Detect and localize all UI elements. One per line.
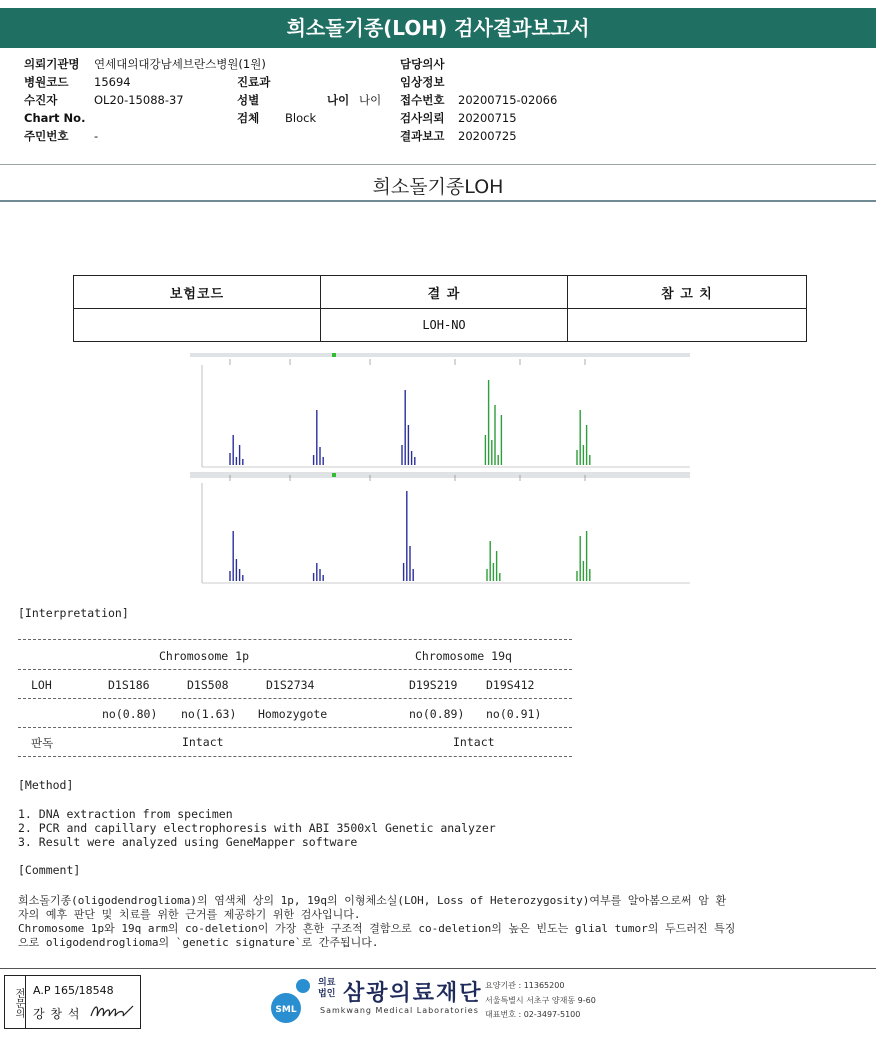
patient-info-left <box>24 55 266 145</box>
logo-text: 삼광의료재단 <box>343 981 483 1006</box>
institution-value: 연세대의대강남세브란스병원(1원) <box>94 57 266 71</box>
divider <box>18 639 572 640</box>
request-label: 검사의뢰 <box>400 111 445 125</box>
col-reference: 참 고 치 <box>568 276 807 309</box>
signature-mark <box>89 1000 135 1022</box>
table-row <box>74 309 807 342</box>
age-label: 나이 <box>327 93 350 107</box>
result-table <box>73 275 807 342</box>
hospital-code-label: 병원코드 <box>24 75 69 89</box>
logo-corp-label: 의료 법인 <box>318 978 336 999</box>
report-value: 20200725 <box>458 129 517 143</box>
report-title: 희소돌기종(LOH) 검사결과보고서 <box>286 16 590 40</box>
interpretation-heading: [Interpretation] <box>18 606 129 620</box>
comment-line: 으로 oligodendroglioma의 `genetic signature`로 간주됩니다. <box>18 936 379 949</box>
patient-info-right <box>400 55 557 145</box>
dept-label: 진료과 <box>237 75 271 89</box>
method-item: 2. PCR and capillary electrophoresis with ABI 3500xl Genetic analyzer <box>18 821 496 835</box>
chromosome-19q-label: Chromosome 19q <box>415 649 512 663</box>
receipt-value: 20200715-02066 <box>458 93 558 107</box>
age-value: 나이 <box>359 93 382 107</box>
specialist-stamp-label: 전문의 <box>5 976 26 1029</box>
clinical-label: 임상정보 <box>400 75 445 89</box>
sex-label: 성별 <box>237 93 260 107</box>
marker-d1s508: D1S508 <box>187 678 229 692</box>
table-header-row <box>74 276 807 309</box>
marker-d19s219: D19S219 <box>409 678 458 692</box>
chromosome-1p-label: Chromosome 1p <box>159 649 250 663</box>
chart-label: Chart No. <box>24 111 86 125</box>
address: 서울특별시 서초구 양재동 9-60 <box>485 996 596 1005</box>
institution-code: 요양기관 : 11365200 <box>485 981 565 990</box>
footer-divider <box>0 968 876 969</box>
specimen-label: 검체 <box>237 111 260 125</box>
divider <box>18 756 572 757</box>
judgment-1p: Intact <box>182 735 224 749</box>
report-label: 결과보고 <box>400 129 445 143</box>
comment-line: 자의 예후 판단 및 치료를 위한 근거를 제공하기 위한 검사입니다. <box>18 908 361 921</box>
collector-label: 수진자 <box>24 93 58 107</box>
request-value: 20200715 <box>458 111 517 125</box>
test-title: 희소돌기종LOH <box>372 176 504 198</box>
specialist-signature-box <box>4 975 141 1029</box>
method-item: 3. Result were analyzed using GeneMapper software <box>18 835 358 849</box>
judgment-label: 판독 <box>31 736 54 750</box>
institution-label: 의뢰기관명 <box>24 57 80 71</box>
divider <box>0 200 876 202</box>
specimen-value: Block <box>285 111 317 125</box>
phone: 대표번호 : 02-3497-5100 <box>485 1010 581 1019</box>
marker-d1s186: D1S186 <box>108 678 150 692</box>
judgment-19q: Intact <box>453 735 495 749</box>
value-d19s412: no(0.91) <box>486 707 542 721</box>
cell-reference <box>568 309 807 342</box>
comment-line: 희소돌기종(oligodendroglioma)의 염색체 상의 1p, 19q의 이형체소실(LOH, Loss of Heterozygosity)여부를 알아봄으로써 암 환 <box>18 894 727 907</box>
col-insurance-code: 보험코드 <box>74 276 321 309</box>
value-d1s186: no(0.80) <box>102 707 158 721</box>
value-d1s2734: Homozygote <box>258 707 328 721</box>
method-heading: [Method] <box>18 778 74 792</box>
divider <box>18 727 572 728</box>
col-result: 결 과 <box>321 276 568 309</box>
divider <box>18 698 572 699</box>
divider <box>0 164 876 165</box>
comment-line: Chromosome 1p와 19q arm의 co-deletion이 가장 흔한 구조적 결함으로 co-deletion의 높은 빈도는 glial tumor의 두드러진 특징 <box>18 922 736 935</box>
marker-d1s2734: D1S2734 <box>266 678 315 692</box>
electropherogram-image <box>190 353 690 585</box>
logo-english: Samkwang Medical Laboratories <box>320 1006 479 1015</box>
marker-d19s412: D19S412 <box>486 678 535 692</box>
patient-info-middle <box>237 73 381 127</box>
divider <box>18 669 572 670</box>
method-item: 1. DNA extraction from specimen <box>18 807 233 821</box>
value-d1s508: no(1.63) <box>181 707 237 721</box>
loh-label: LOH <box>31 678 52 692</box>
collector-value: OL20-15088-37 <box>94 93 184 107</box>
doctor-label: 담당의사 <box>400 57 445 71</box>
value-d19s219: no(0.89) <box>409 707 465 721</box>
specialist-name: 강 창 석 <box>33 1007 81 1021</box>
sml-logo-icon <box>270 976 316 1026</box>
comment-heading: [Comment] <box>18 863 81 877</box>
receipt-label: 접수번호 <box>400 93 445 107</box>
logo-badge: SML <box>275 1005 297 1015</box>
cell-insurance-code <box>74 309 321 342</box>
ssn-label: 주민번호 <box>24 129 69 143</box>
cell-result: LOH-NO <box>321 309 568 342</box>
hospital-code-value: 15694 <box>94 75 131 89</box>
license-number: A.P 165/18548 <box>33 984 114 997</box>
ssn-value: - <box>94 129 99 143</box>
